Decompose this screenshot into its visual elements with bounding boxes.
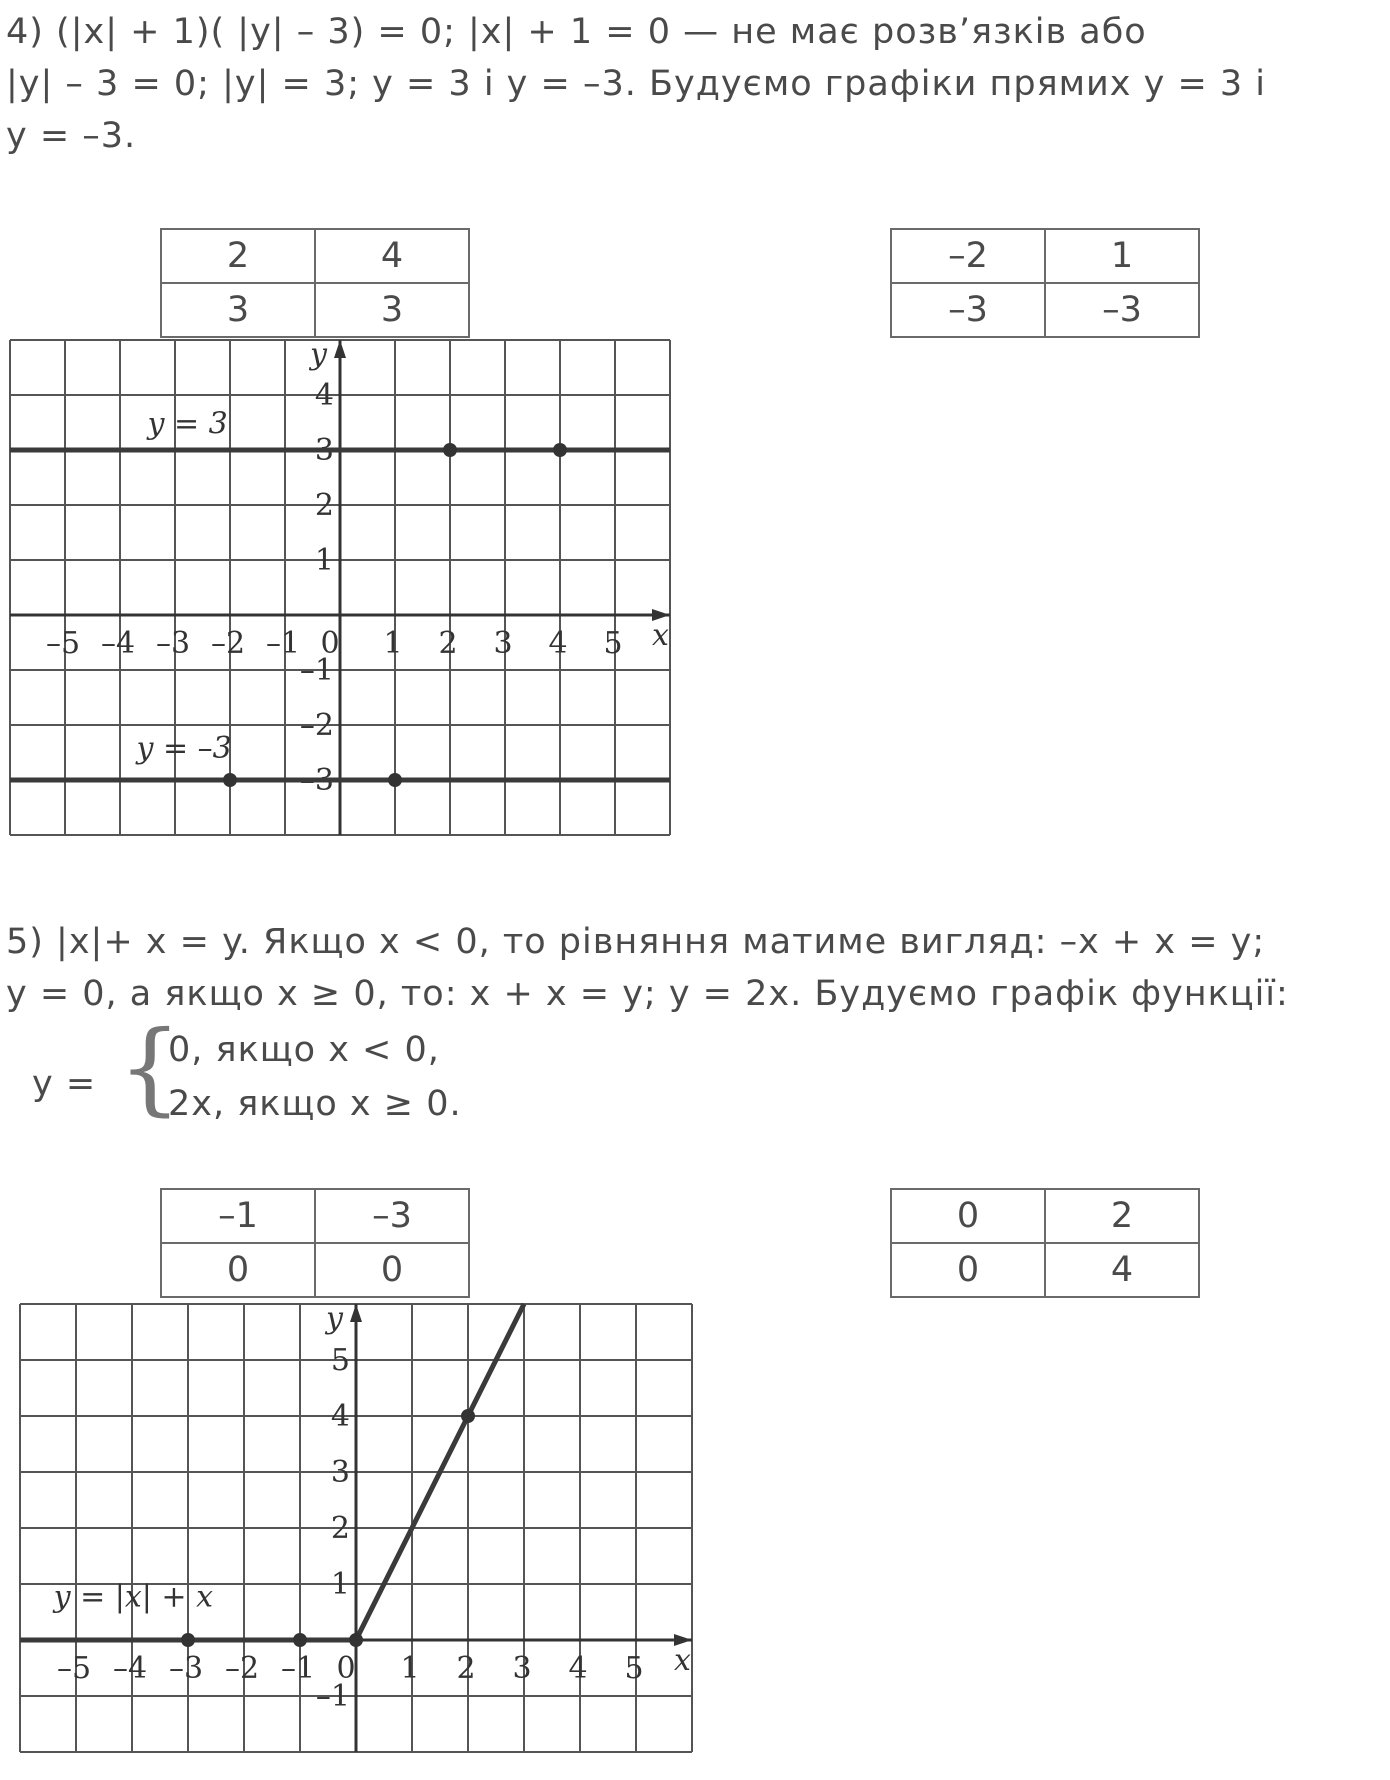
x-tick-label: 0 [320,626,340,661]
y-tick-label: 2 [330,1511,350,1546]
table-cell: 3 [315,283,469,337]
x-tick-label: –4 [112,1651,148,1686]
table-cell: 4 [315,229,469,283]
x-tick-label: 3 [512,1651,532,1686]
x-axis-label: x [652,618,669,653]
y-tick-label: 1 [314,543,334,578]
series-label: y = 3 [147,406,228,442]
data-point [388,773,402,787]
data-point [349,1633,363,1647]
x-tick-label: 5 [624,1651,644,1686]
y-tick-label: –1 [299,653,334,688]
x-axis-label: x [674,1643,691,1678]
section5-line-1: 5) |x|+ x = y. Якщо x < 0, то рівняння матиме вигляд: –x + x = y; [6,922,1266,962]
graph-4 [10,337,680,850]
piecewise-lhs: y = [32,1064,97,1104]
table-cell: 0 [315,1243,469,1297]
table-row [891,1189,1199,1243]
table-cell: –3 [891,283,1045,337]
data-point [293,1633,307,1647]
table-cell: –1 [161,1189,315,1243]
x-tick-label: 2 [438,626,458,661]
brace-icon: { [118,1009,182,1126]
y-tick-label: 3 [314,433,334,468]
x-tick-label: –2 [224,1651,260,1686]
table-cell: 2 [1045,1189,1199,1243]
table-row [891,283,1199,337]
x-tick-label: –5 [45,626,81,661]
x-tick-label: 5 [603,626,623,661]
table-row [891,1243,1199,1297]
x-tick-label: –3 [155,626,191,661]
section5-line-2: y = 0, а якщо x ≥ 0, то: x + x = y; y = 2x. Будуємо графік функції: [6,974,1289,1014]
x-tick-label: 3 [493,626,513,661]
x-tick-label: –3 [168,1651,204,1686]
piecewise-case-1: 0, якщо x < 0, [168,1030,440,1070]
y-axis-label: y [326,1301,343,1336]
data-point [223,773,237,787]
y-tick-label: 2 [314,488,334,523]
y-tick-label: 1 [330,1567,350,1602]
y-tick-label: 4 [314,378,334,413]
data-point [443,443,457,457]
table-cell: 0 [161,1243,315,1297]
y-axis-arrow-icon [334,340,346,358]
data-point [181,1633,195,1647]
table-cell: –2 [891,229,1045,283]
table-cell: 0 [891,1243,1045,1297]
table-row [891,229,1199,283]
x-tick-label: –4 [100,626,136,661]
x-tick-label: 4 [568,1651,588,1686]
graph-5 [20,1301,710,1764]
y-tick-label: –3 [299,763,334,798]
x-tick-label: 1 [400,1651,420,1686]
table-cell: 0 [891,1189,1045,1243]
table-cell: –3 [315,1189,469,1243]
section4-line-3: y = –3. [6,116,137,156]
y-axis-arrow-icon [350,1304,362,1322]
section4-line-2: |y| – 3 = 0; |y| = 3; y = 3 і y = –3. Будуємо графіки прямих y = 3 і [6,64,1267,104]
y-tick-label: 4 [330,1399,350,1434]
table-4-right [890,228,1200,338]
x-tick-label: –5 [56,1651,92,1686]
data-point [461,1409,475,1423]
x-tick-label: –1 [265,626,301,661]
y-tick-label: 3 [330,1455,350,1490]
table-5-right [890,1188,1200,1298]
table-cell: 1 [1045,229,1199,283]
y-axis-label: y [310,337,327,372]
series-label: y = –3 [136,731,232,766]
table-row [161,1189,469,1243]
data-point [553,443,567,457]
series-label: y = |x| + x [53,1579,214,1615]
x-tick-label: –1 [280,1651,316,1686]
x-tick-label: 4 [548,626,568,661]
y-tick-label: –1 [315,1679,350,1714]
table-cell: 4 [1045,1243,1199,1297]
section4-line-1: 4) (|x| + 1)( |y| – 3) = 0; |x| + 1 = 0 — не має розв’язків або [6,12,1147,52]
table-row [161,283,469,337]
x-tick-label: –2 [210,626,246,661]
table-cell: 3 [161,283,315,337]
x-tick-label: 1 [383,626,403,661]
table-row [161,229,469,283]
y-tick-label: 5 [330,1343,350,1378]
y-tick-label: –2 [299,708,334,743]
table-row [161,1243,469,1297]
table-cell: 2 [161,229,315,283]
x-tick-label: 2 [456,1651,476,1686]
table-cell: –3 [1045,283,1199,337]
table-5-left [160,1188,470,1298]
piecewise-case-2: 2x, якщо x ≥ 0. [168,1084,462,1124]
x-tick-label: 0 [336,1651,356,1686]
table-4-left [160,228,470,338]
